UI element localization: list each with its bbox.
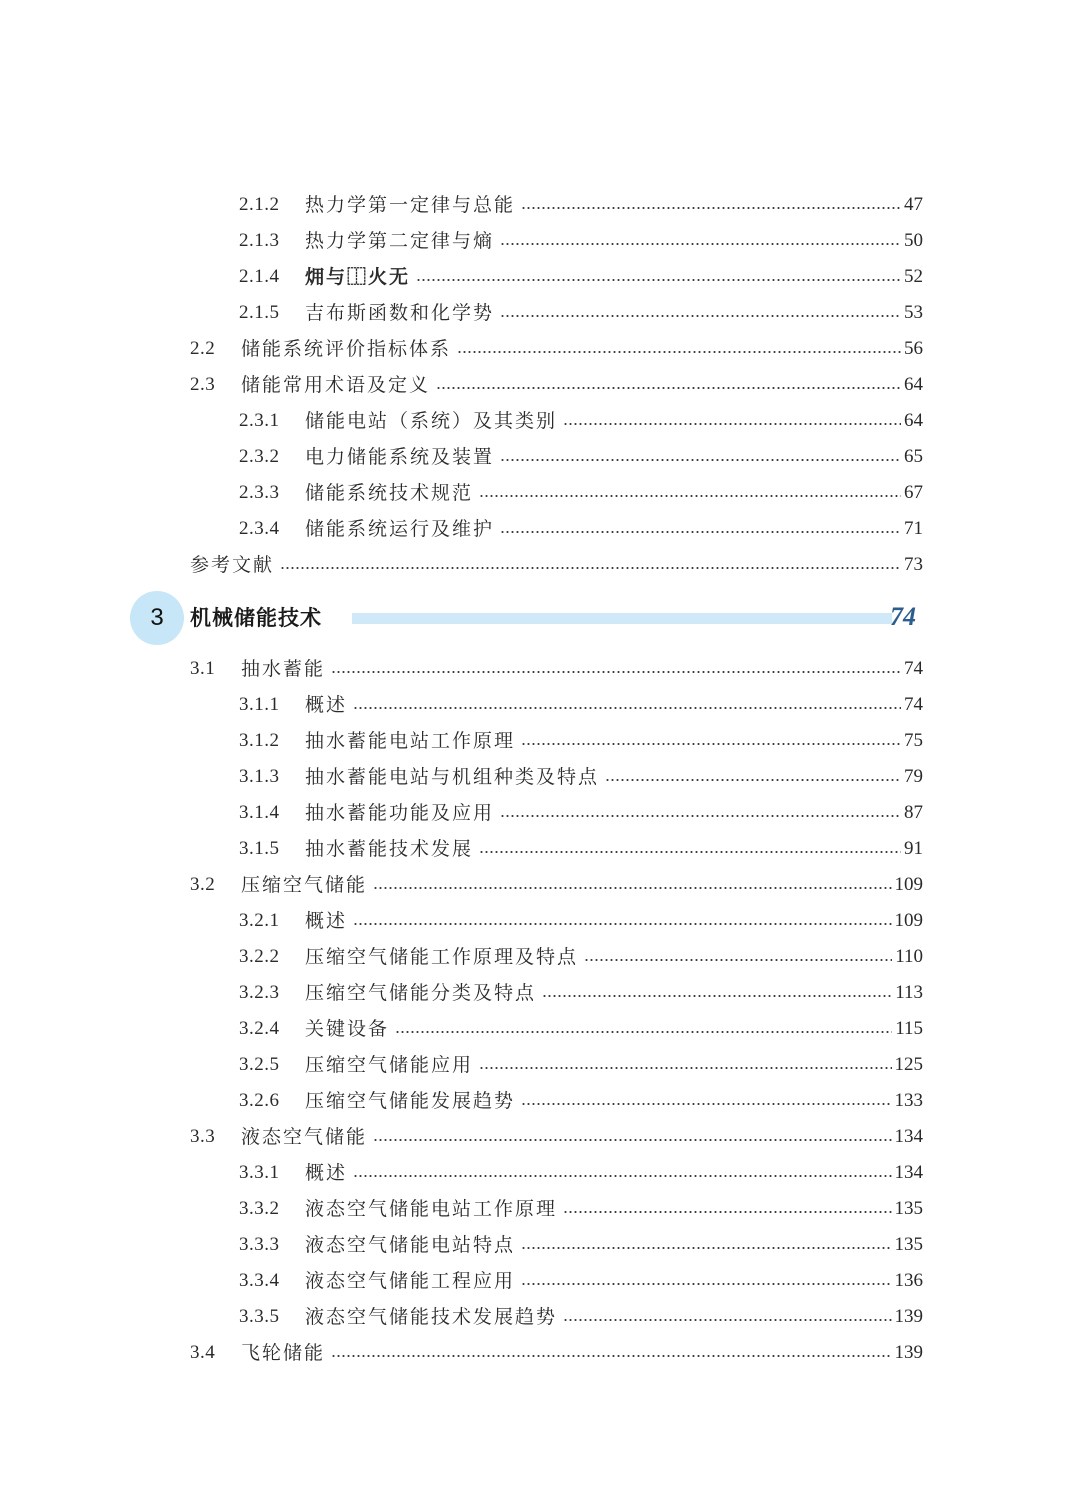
toc-entry[interactable] [239, 190, 923, 220]
toc-entry-number: 3.3.2 [239, 1198, 280, 1219]
toc-entry-number: 2.1.3 [239, 230, 280, 251]
toc-entry[interactable] [239, 906, 923, 936]
toc-dot-leader [479, 494, 901, 498]
toc-entry-number: 3.1.4 [239, 802, 280, 823]
chapter-title: 机械储能技术 [190, 606, 322, 630]
toc-entry-title: 热力学第一定律与总能 [305, 194, 516, 216]
chapter-heading[interactable] [130, 591, 930, 645]
toc-dot-leader [353, 922, 891, 926]
toc-dot-leader [500, 814, 901, 818]
toc-entry-page: 134 [894, 1126, 923, 1147]
toc-dot-leader [416, 278, 901, 282]
toc-entry-title: 抽水蓄能电站与机组种类及特点 [305, 766, 600, 788]
toc-entry[interactable] [190, 654, 923, 684]
toc-entry-page: 71 [904, 518, 923, 539]
toc-entry-page: 52 [904, 266, 923, 287]
toc-entry-page: 50 [904, 230, 923, 251]
toc-entry-number: 2.1.5 [239, 302, 280, 323]
toc-entry[interactable] [239, 1158, 923, 1188]
toc-dot-leader [331, 670, 901, 674]
toc-entry-title: 液态空气储能工程应用 [305, 1270, 516, 1292]
toc-entry-title: 飞轮储能 [241, 1342, 326, 1364]
toc-entry-number: 3.4 [190, 1342, 216, 1363]
toc-dot-leader [521, 1282, 891, 1286]
toc-dot-leader [395, 1030, 892, 1034]
toc-entry-number: 3.1.3 [239, 766, 280, 787]
toc-entry-title: 概述 [305, 694, 348, 716]
toc-entry-number: 3.2.6 [239, 1090, 280, 1111]
toc-entry-title: 抽水蓄能电站工作原理 [305, 730, 516, 752]
toc-entry-title: 压缩空气储能分类及特点 [305, 982, 537, 1004]
toc-entry-number: 3.3.5 [239, 1306, 280, 1327]
toc-entry[interactable] [190, 370, 923, 400]
toc-entry-page: 109 [894, 874, 923, 895]
toc-entry-title: 电力储能系统及装置 [305, 446, 495, 468]
toc-entry[interactable] [239, 1050, 923, 1080]
toc-entry-title: 关键设备 [305, 1018, 390, 1040]
toc-entry-page: 65 [904, 446, 923, 467]
toc-entry-number: 3.3.1 [239, 1162, 280, 1183]
toc-entry[interactable] [239, 406, 923, 436]
toc-entry-page: 139 [894, 1342, 923, 1363]
toc-entry[interactable] [239, 298, 923, 328]
toc-entry-page: 47 [904, 194, 923, 215]
toc-entry-title: 液态空气储能 [241, 1126, 368, 1148]
toc-entry-number: 2.2 [190, 338, 216, 359]
toc-dot-leader [500, 242, 901, 246]
toc-dot-leader [563, 1210, 891, 1214]
toc-entry[interactable] [239, 1194, 923, 1224]
toc-dot-leader [500, 530, 901, 534]
toc-entry-page: 73 [904, 554, 923, 575]
toc-dot-leader [331, 1354, 891, 1358]
toc-entry[interactable] [239, 1266, 923, 1296]
toc-entry[interactable] [239, 978, 923, 1008]
toc-entry-number: 3.3.4 [239, 1270, 280, 1291]
toc-entry-title: 储能常用术语及定义 [241, 374, 431, 396]
toc-entry-title: 压缩空气储能 [241, 874, 368, 896]
toc-entry-page: 56 [904, 338, 923, 359]
toc-entry-page: 115 [895, 1018, 923, 1039]
toc-entry-number: 3.2.4 [239, 1018, 280, 1039]
toc-entry-page: 64 [904, 410, 923, 431]
toc-dot-leader [280, 566, 901, 570]
toc-entry-title: 液态空气储能技术发展趋势 [305, 1306, 558, 1328]
toc-dot-leader [521, 742, 901, 746]
toc-entry[interactable] [239, 478, 923, 508]
toc-entry-page: 64 [904, 374, 923, 395]
toc-entry-number: 3.1.1 [239, 694, 280, 715]
toc-entry-page: 135 [894, 1198, 923, 1219]
toc-entry-number: 3.3 [190, 1126, 216, 1147]
toc-entry[interactable] [239, 442, 923, 472]
toc-entry-number: 3.1.5 [239, 838, 280, 859]
toc-entry[interactable] [239, 1302, 923, 1332]
toc-dot-leader [479, 850, 901, 854]
toc-entry-number: 3.2.2 [239, 946, 280, 967]
toc-entry-page: 110 [895, 946, 923, 967]
toc-entry[interactable] [190, 550, 923, 580]
toc-entry-title: 抽水蓄能功能及应用 [305, 802, 495, 824]
toc-entry-title: 储能电站（系统）及其类别 [305, 410, 558, 432]
toc-dot-leader [521, 1102, 891, 1106]
toc-entry-page: 134 [894, 1162, 923, 1183]
toc-entry-number: 2.3.4 [239, 518, 280, 539]
toc-entry-page: 67 [904, 482, 923, 503]
toc-entry-page: 74 [904, 658, 923, 679]
toc-entry-title: 参考文献 [190, 554, 275, 576]
toc-entry[interactable] [239, 514, 923, 544]
toc-entry-number: 3.2 [190, 874, 216, 895]
toc-entry-page: 79 [904, 766, 923, 787]
toc-dot-leader [500, 458, 901, 462]
toc-entry-number: 3.3.3 [239, 1234, 280, 1255]
toc-entry[interactable] [190, 870, 923, 900]
toc-entry-title: 概述 [305, 910, 348, 932]
toc-entry-title: 抽水蓄能技术发展 [305, 838, 474, 860]
toc-entry[interactable] [190, 334, 923, 364]
toc-entry-title: 液态空气储能电站工作原理 [305, 1198, 558, 1220]
toc-entry-page: 136 [894, 1270, 923, 1291]
toc-entry-number: 2.3.1 [239, 410, 280, 431]
toc-entry-page: 125 [894, 1054, 923, 1075]
toc-dot-leader [521, 206, 901, 210]
toc-entry-title: 储能系统技术规范 [305, 482, 474, 504]
toc-dot-leader [436, 386, 901, 390]
toc-entry[interactable] [239, 798, 923, 828]
toc-entry-page: 133 [894, 1090, 923, 1111]
toc-dot-leader [457, 350, 901, 354]
toc-dot-leader [373, 886, 891, 890]
toc-entry-title: 㶲与⿰火无 [305, 266, 411, 288]
toc-entry-number: 2.3.3 [239, 482, 280, 503]
toc-entry[interactable] [239, 1014, 923, 1044]
toc-entry-title: 压缩空气储能应用 [305, 1054, 474, 1076]
toc-entry-number: 3.2.3 [239, 982, 280, 1003]
toc-entry-page: 53 [904, 302, 923, 323]
chapter-title-bar [352, 613, 892, 624]
toc-entry-title: 抽水蓄能 [241, 658, 326, 680]
toc-entry[interactable] [239, 834, 923, 864]
toc-dot-leader [373, 1138, 891, 1142]
toc-entry[interactable] [239, 942, 923, 972]
toc-entry[interactable] [239, 690, 923, 720]
toc-entry-title: 吉布斯函数和化学势 [305, 302, 495, 324]
toc-entry-title: 压缩空气储能工作原理及特点 [305, 946, 579, 968]
chapter-number: 3 [150, 604, 164, 631]
toc-entry-number: 3.2.1 [239, 910, 280, 931]
toc-entry[interactable] [239, 1230, 923, 1260]
toc-dot-leader [500, 314, 901, 318]
toc-entry[interactable] [190, 1338, 923, 1368]
toc-entry-number: 2.3.2 [239, 446, 280, 467]
toc-entry-title: 概述 [305, 1162, 348, 1184]
toc-entry-number: 2.1.4 [239, 266, 280, 287]
toc-entry-number: 2.3 [190, 374, 216, 395]
toc-entry-title: 压缩空气储能发展趋势 [305, 1090, 516, 1112]
toc-entry-number: 3.1 [190, 658, 216, 679]
toc-entry-number: 3.1.2 [239, 730, 280, 751]
toc-entry-page: 75 [904, 730, 923, 751]
toc-dot-leader [584, 958, 892, 962]
toc-entry-title: 储能系统评价指标体系 [241, 338, 452, 360]
toc-dot-leader [563, 422, 901, 426]
toc-entry-title: 储能系统运行及维护 [305, 518, 495, 540]
toc-dot-leader [353, 1174, 891, 1178]
toc-dot-leader [479, 1066, 891, 1070]
toc-dot-leader [353, 706, 901, 710]
toc-dot-leader [605, 778, 901, 782]
toc-entry-page: 113 [895, 982, 923, 1003]
chapter-page-number: 74 [890, 602, 916, 631]
toc-entry-page: 109 [894, 910, 923, 931]
toc-entry-title: 热力学第二定律与熵 [305, 230, 495, 252]
toc-entry-number: 2.1.2 [239, 194, 280, 215]
toc-entry[interactable] [239, 1086, 923, 1116]
toc-entry[interactable] [239, 226, 923, 256]
toc-dot-leader [563, 1318, 891, 1322]
toc-entry-page: 139 [894, 1306, 923, 1327]
toc-entry-page: 87 [904, 802, 923, 823]
chapter-number-badge [130, 591, 184, 645]
toc-dot-leader [521, 1246, 891, 1250]
toc-entry-page: 74 [904, 694, 923, 715]
toc-entry[interactable] [239, 726, 923, 756]
toc-entry[interactable] [239, 262, 923, 292]
toc-entry-number: 3.2.5 [239, 1054, 280, 1075]
toc-dot-leader [542, 994, 892, 998]
toc-entry[interactable] [239, 762, 923, 792]
toc-entry-page: 135 [894, 1234, 923, 1255]
toc-entry-title: 液态空气储能电站特点 [305, 1234, 516, 1256]
toc-entry-page: 91 [904, 838, 923, 859]
toc-entry[interactable] [190, 1122, 923, 1152]
